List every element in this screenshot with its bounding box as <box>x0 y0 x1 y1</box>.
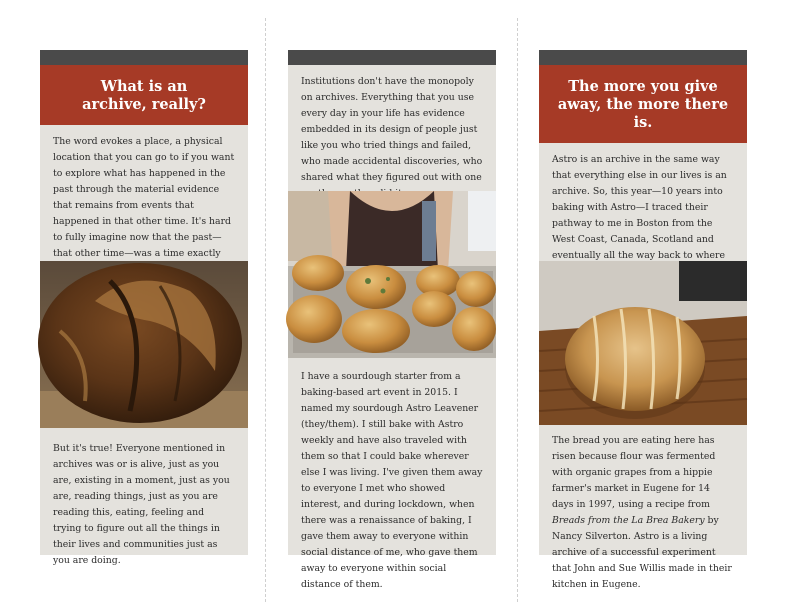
panel-paragraph <box>539 433 747 593</box>
panel-right <box>539 50 747 590</box>
panel-top-bar <box>40 50 248 65</box>
panel-top-bar <box>288 50 496 65</box>
panel-paragraph: Astro is an archive in the same way that everything else in our lives is an archive. So, this year—10 years into baking with Astro—I traced their pathway to me in Boston from the West Coast, Canada, Scotland and eventually all the way back to where <box>552 154 727 261</box>
panel-paragraph: Institutions don't have the monopoly on archives. Everything that you use every day in your life has evidence embedded in its design of people just like you who tried things and failed, who made accidental discoveries, who shared what they figured out with one <box>301 76 483 183</box>
panel-paragraph: But it's true! Everyone mentioned in archives was or is alive, just as you are, existing in a moment, just as you are, reading things, just as you are reading this, eating, feeling and trying to figure out all the things in their lives and communities just as you are doing. <box>53 443 230 566</box>
fold-line-right <box>517 18 518 602</box>
bread-loaf-photo <box>40 261 248 428</box>
panel-heading: What is an archive, really? <box>40 65 248 125</box>
sourdough-loaf-cutting-board-photo <box>539 261 747 425</box>
panel-left <box>40 50 248 566</box>
paragraph-text: by Nancy Silverton. Astro is a living archive of a successful experiment that John and Sue Willis made in their kitchen in Eugene. <box>552 515 732 590</box>
panel-paragraph: The word evokes a place, a physical location that you can go to if you want to explore what has happened in the past through the material evidence that remains from events that happened in that other time. It's hard to fully imagine now that the past—that other time—was a time exactly <box>53 136 235 259</box>
book-title: Breads from the La Brea Bakery <box>552 515 705 526</box>
panel-top-bar <box>539 50 747 65</box>
paragraph-text: The bread you are eating here has risen because flour was fermented with organic grapes from a hippie farmer's market in Eugene for 14 days in 1997, using a recipe from <box>552 435 716 510</box>
fold-line-left <box>265 18 266 602</box>
panel-heading: The more you give away, the more there is. <box>539 65 747 143</box>
panel-middle <box>288 50 496 590</box>
baked-rolls-tray-photo <box>288 191 496 358</box>
panel-paragraph: I have a sourdough starter from a baking-based art event in 2015. I named my sourdough Astro Leavener (they/them). I still bake with Astro weekly and have also traveled with them so that I could bake wherever else I was living. I've given them away to everyone I met who showed interest, and during lockdown, when there was a renaissance of baking, I gave them away to everyone within social distance of me, who gave them away to everyone within social distance of them. <box>301 371 483 590</box>
